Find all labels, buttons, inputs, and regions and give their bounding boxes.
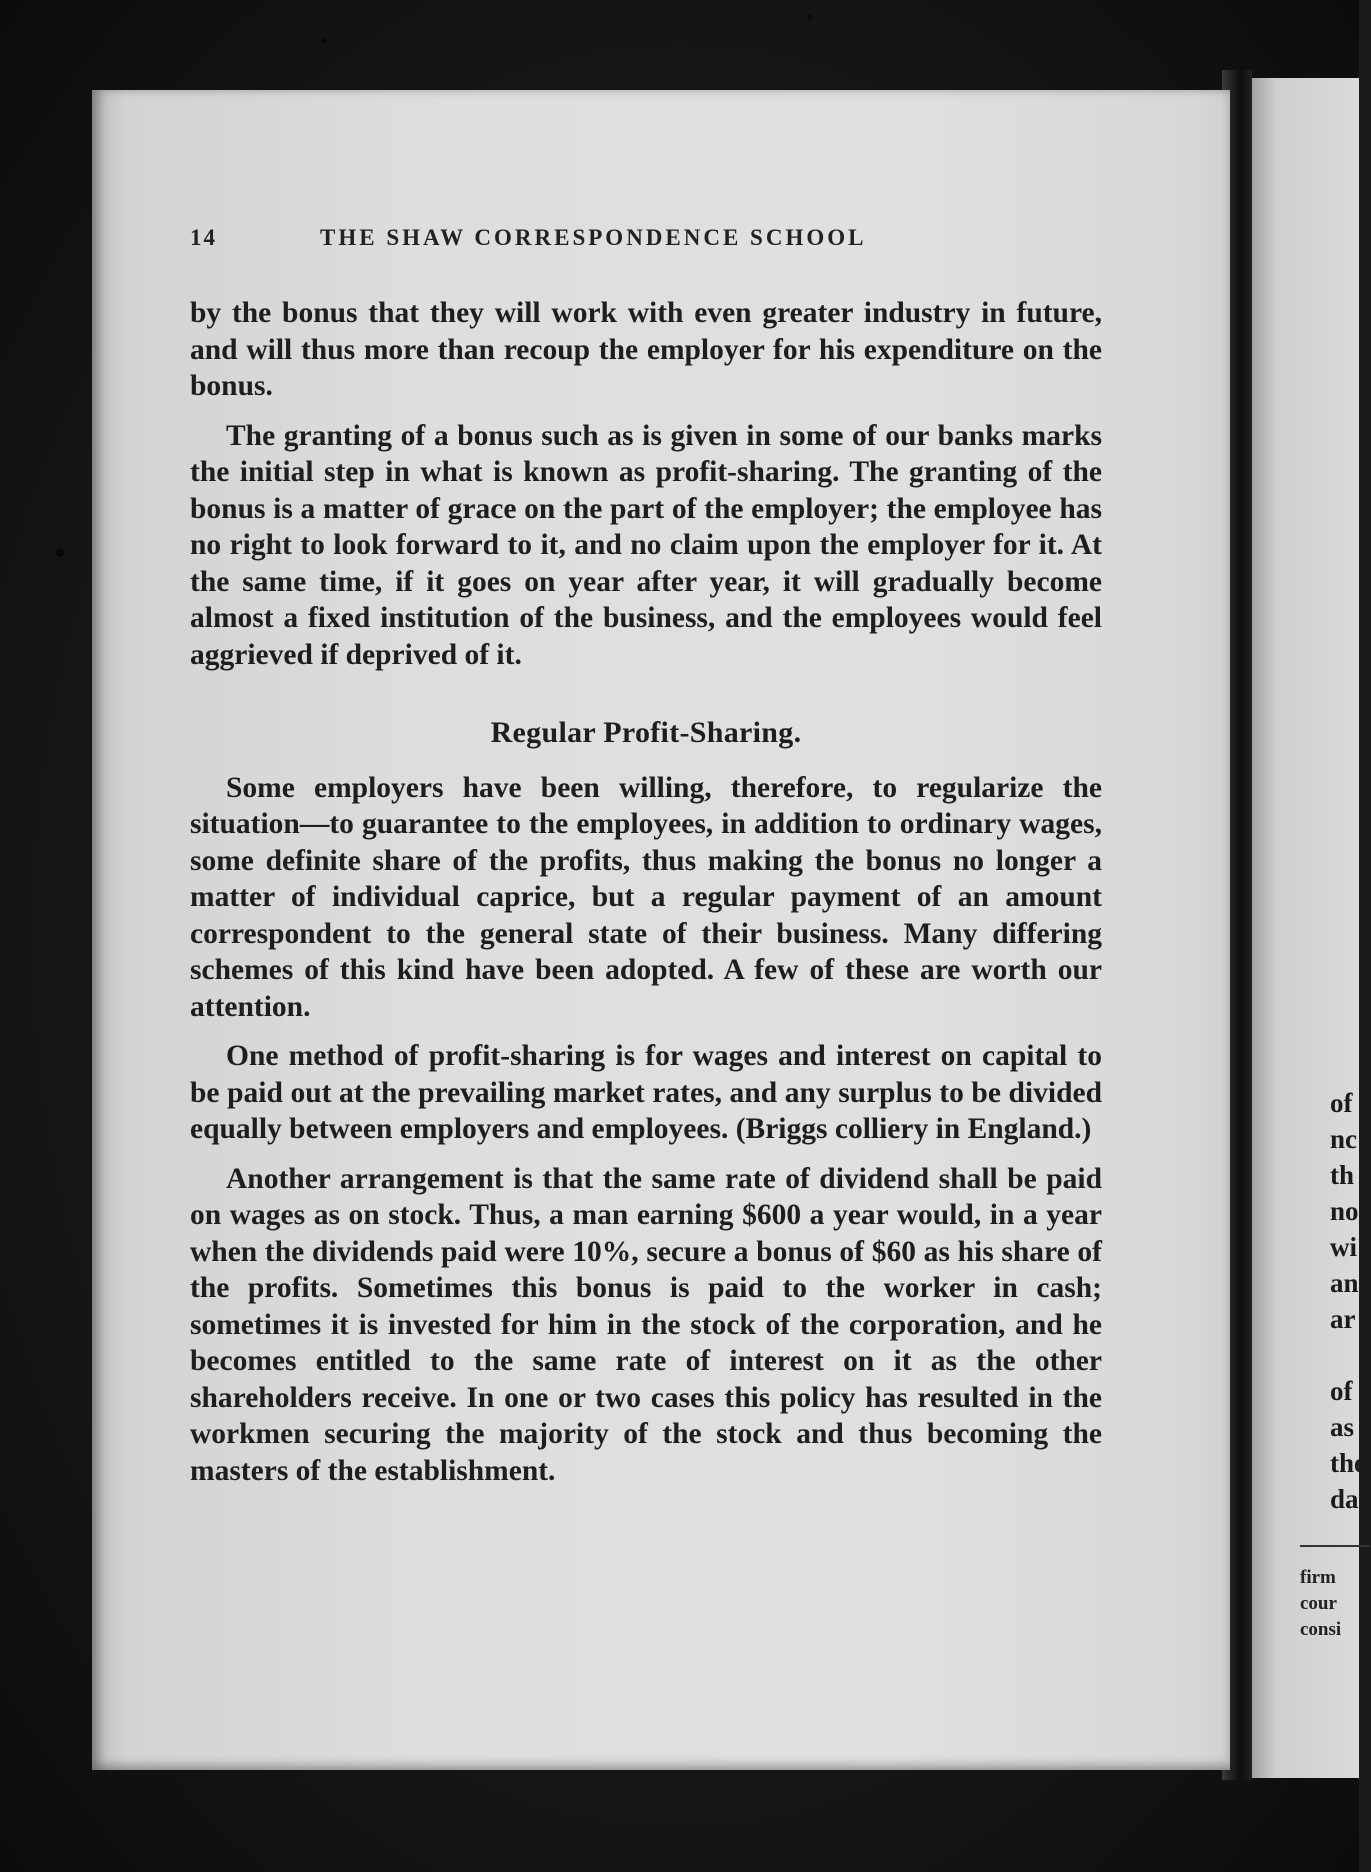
running-title: THE SHAW CORRESPONDENCE SCHOOL xyxy=(320,225,867,250)
paragraph: One method of profit-sharing is for wages and interest on capital to be paid out at the prevailing market rates, and any surplus to be divided equally between employers and employees. (Briggs colliery in England.) xyxy=(190,1040,1102,1145)
page-body xyxy=(190,295,1102,1489)
facing-fragment: dar xyxy=(1330,1484,1371,1514)
facing-fragment: of xyxy=(1330,1088,1353,1118)
facing-footnote-fragment: firm xyxy=(1300,1567,1336,1588)
facing-fragment: as xyxy=(1330,1412,1355,1442)
scan-speck xyxy=(322,38,327,43)
section-heading: Regular Profit-Sharing. xyxy=(490,716,802,749)
scan-speck xyxy=(55,548,64,557)
page-number: 14 xyxy=(190,225,217,250)
facing-fragment: the xyxy=(1330,1448,1366,1478)
facing-page-text-fragments xyxy=(1330,1085,1370,1517)
paragraph: The granting of a bonus such as is given in some of our banks marks the initial step in what is known as profit-sharing. The granting of the bonus is a matter of grace on the part of the employer; the employee has no right to look forward to it, and no claim upon the employer for it. At the same time, if it goes on year after year, it will gradually become almost a fixed institution of the business, and the employees would feel aggrieved if deprived of it. xyxy=(190,419,1102,671)
running-head xyxy=(190,225,990,255)
facing-footnote-fragment: cour xyxy=(1300,1593,1337,1614)
facing-footnote-fragment: consi xyxy=(1300,1619,1342,1640)
scan-speck xyxy=(808,14,812,20)
paragraph-continuation: by the bonus that they will work with even greater industry in future, and will thus more than recoup the employer for his expenditure on the bonus. xyxy=(190,297,1102,402)
facing-fragment: no xyxy=(1330,1196,1359,1226)
facing-fragment: th xyxy=(1330,1160,1355,1190)
paragraph: Some employers have been willing, therefore, to regularize the situation—to guarantee to the employees, in addition to ordinary wages, some definite share of the profits, thus making the bonus no longer a matter of individual caprice, but a regular payment of an amount correspondent to the general state of their business. Many differing schemes of this kind have been adopted. A few of these are worth our attention. xyxy=(190,771,1102,1023)
facing-fragment: ar xyxy=(1330,1304,1356,1334)
facing-page xyxy=(1248,78,1359,1778)
facing-fragment: an xyxy=(1330,1268,1359,1298)
footnote-rule xyxy=(1300,1545,1370,1547)
facing-fragment: of xyxy=(1330,1376,1353,1406)
paragraph: Another arrangement is that the same rate of dividend shall be paid on wages as on stock. Thus, a man earning $600 a year would, in a year when the dividends paid were 10%, secure a bonus of $60 as his share of the profits. Sometimes this bonus is paid to the worker in cash; sometimes it is invested for him in the stock of the corporation, and he becomes entitled to the same rate of interest on it as the other shareholders receive. In one or two cases this policy has resulted in the workmen securing the majority of the stock and thus becoming the masters of the establishment. xyxy=(190,1162,1102,1487)
facing-fragment: nc xyxy=(1330,1124,1357,1154)
facing-fragment xyxy=(1330,1337,1370,1373)
facing-page-footnote xyxy=(1300,1545,1359,1643)
facing-fragment: wi xyxy=(1330,1232,1357,1262)
